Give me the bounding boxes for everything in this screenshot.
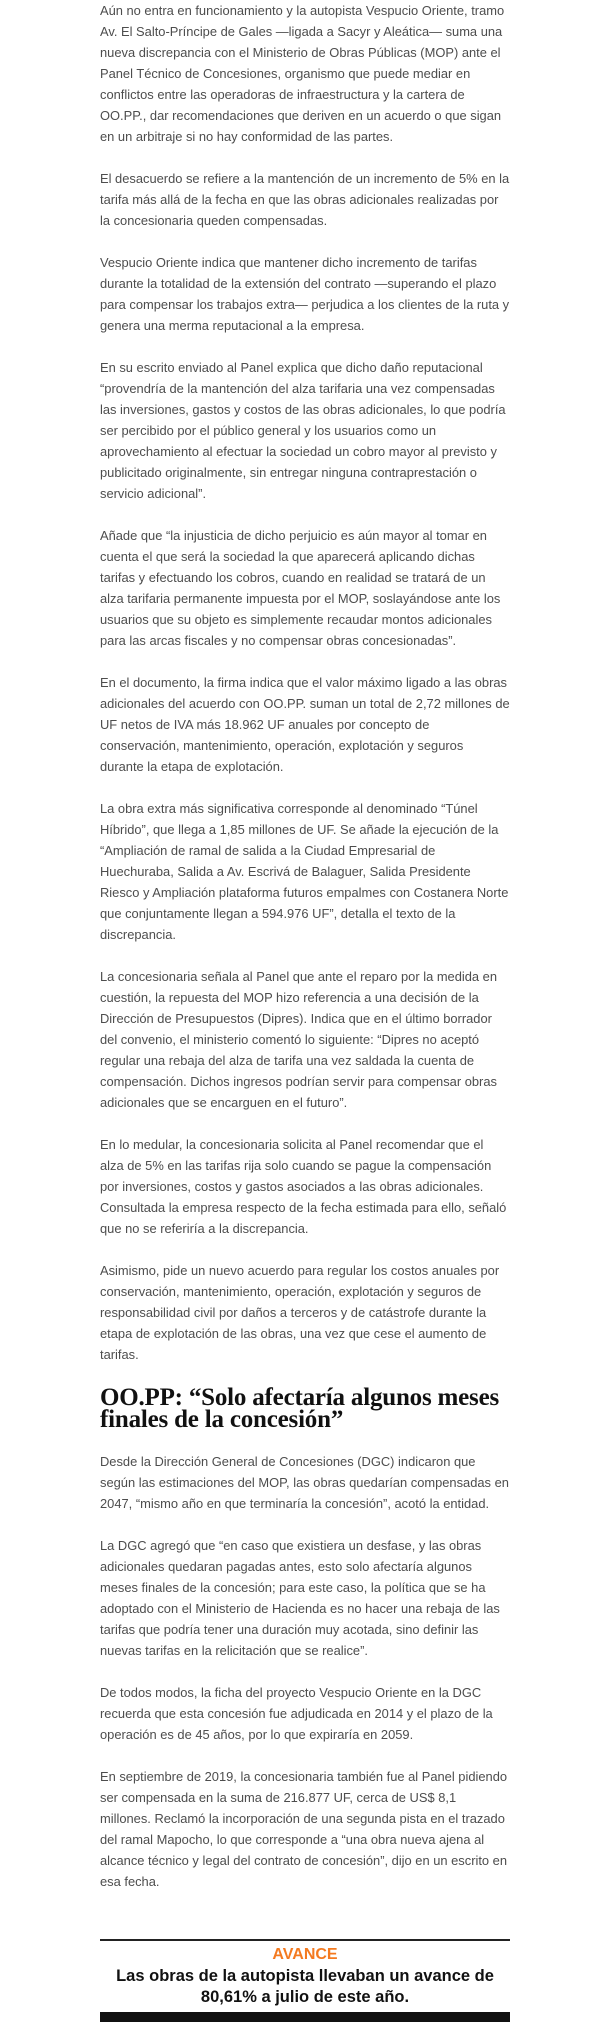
article-paragraph: En septiembre de 2019, la concesionaria también fue al Panel pidiendo ser compensada en la suma de 216.877 UF, cerca de US$ 8,1 millones. Reclamó la incorporación de una segunda pista en el trazado del ramal Mapocho, lo que corresponde a “una obra nueva ajena al alcance técnico y legal del contrato de concesión”, dijo en un escrito en esa fecha. [100, 1769, 508, 1889]
article-paragraph: En su escrito enviado al Panel explica que dicho daño reputacional “provendría de la mantención del alza tarifaria una vez compensadas las inversiones, gastos y costos de las obras adicionales, lo que podría ser percibido por el público general y los usuarios como un aprovechamiento al efectuar la sociedad un cobro mayor al previsto y publicitado originalmente, sin entregar ninguna contraprestación o servicio adicional”. [100, 360, 506, 501]
article-paragraph: Vespucio Oriente indica que mantener dicho incremento de tarifas durante la totalidad de la extensión del contrato —superando el plazo para compensar los trabajos extra— perjudica a los clientes de la ruta y genera una merma reputacional a la empresa. [100, 255, 510, 333]
box-bottom-bar [100, 2012, 510, 2022]
section-heading: OO.PP: “Solo afectaría algunos meses finales de la concesión” [100, 1384, 500, 1433]
article-body [100, 0, 510, 1913]
article-paragraph: La obra extra más significativa corresponde al denominado “Túnel Híbrido”, que llega a 1,85 millones de UF. Se añade la ejecución de la “Ampliación de ramal de salida a la Ciudad Empresarial de Huechuraba, Salida a Av. Escrivá de Balaguer, Salida Presidente Riesco y Ampliación plataforma futuros empalmes con Costanera Norte que conjuntamente llegan a 594.976 UF”, detalla el texto de la discrepancia. [100, 801, 509, 942]
box-text: Las obras de la autopista llevaban un avance de 80,61% a julio de este año. [116, 1967, 494, 2006]
box-kicker: AVANCE [272, 1946, 338, 1963]
highlight-box [100, 1939, 510, 2008]
article-paragraph: La DGC agregó que “en caso que existiera un desfase, y las obras adicionales quedaran pagadas antes, esto solo afectaría algunos meses finales de la concesión; para este caso, la política que se ha adoptado con el Ministerio de Hacienda es no hacer una rebaja de las tarifas que podría tener una duración muy acotada, sino definir las nuevas tarifas en la relicitación que se realice”. [100, 1538, 500, 1658]
box-divider [100, 1939, 510, 1941]
article-paragraph: Añade que “la injusticia de dicho perjuicio es aún mayor al tomar en cuenta el que será la sociedad la que aparecerá aplicando dichas tarifas y efectuando los cobros, cuando en realidad se tratará de un alza tarifaria permanente impuesta por el MOP, soslayándose ante los usuarios que su objeto es simplemente recaudar montos adicionales para las arcas fiscales y no compensar obras concesionadas”. [100, 528, 501, 648]
article-paragraph: Desde la Dirección General de Concesiones (DGC) indicaron que según las estimaciones del MOP, las obras quedarían compensadas en 2047, “mismo año en que terminaría la concesión”, acotó la entidad. [100, 1454, 509, 1511]
article-paragraph: En lo medular, la concesionaria solicita al Panel recomendar que el alza de 5% en las tarifas rija solo cuando se pague la compensación por inversiones, costos y gastos asociados a las obras adicionales. Consultada la empresa respecto de la fecha estimada para ello, señaló que no se referiría a la discrepancia. [100, 1137, 507, 1236]
article-paragraph: En el documento, la firma indica que el valor máximo ligado a las obras adicionales del acuerdo con OO.PP. suman un total de 2,72 millones de UF netos de IVA más 18.962 UF anuales por concepto de conservación, mantenimiento, operación, explotación y seguros durante la etapa de explotación. [100, 675, 510, 774]
article-paragraph: Aún no entra en funcionamiento y la autopista Vespucio Oriente, tramo Av. El Salto-Príncipe de Gales —ligada a Sacyr y Aleática— suma una nueva discrepancia con el Ministerio de Obras Públicas (MOP) ante el Panel Técnico de Concesiones, organismo que puede mediar en conflictos entre las operadoras de infraestructura y la cartera de OO.PP., dar recomendaciones que deriven en un acuerdo o que sigan en un arbitraje si no hay conformidad de las partes. [100, 3, 505, 144]
article-paragraph: De todos modos, la ficha del proyecto Vespucio Oriente en la DGC recuerda que esta concesión fue adjudicada en 2014 y el plazo de la operación es de 45 años, por lo que expiraría en 2059. [100, 1685, 493, 1742]
article-paragraph: El desacuerdo se refiere a la mantención de un incremento de 5% en la tarifa más allá de la fecha en que las obras adicionales realizadas por la concesionaria queden compensadas. [100, 171, 510, 228]
article-paragraph: Asimismo, pide un nuevo acuerdo para regular los costos anuales por conservación, mantenimiento, operación, explotación y seguros de responsabilidad civil por daños a terceros y de catástrofe durante la etapa de explotación de las obras, una vez que cese el aumento de tarifas. [100, 1263, 500, 1362]
article-paragraph: La concesionaria señala al Panel que ante el reparo por la medida en cuestión, la repuesta del MOP hizo referencia a una decisión de la Dirección de Presupuestos (Dipres). Indica que en el último borrador del convenio, el ministerio comentó lo siguiente: “Dipres no aceptó regular una rebaja del alza de tarifa una vez saldada la cuenta de compensación. Dichos ingresos podrían servir para compensar obras adicionales que se encarguen en el futuro”. [100, 969, 498, 1110]
